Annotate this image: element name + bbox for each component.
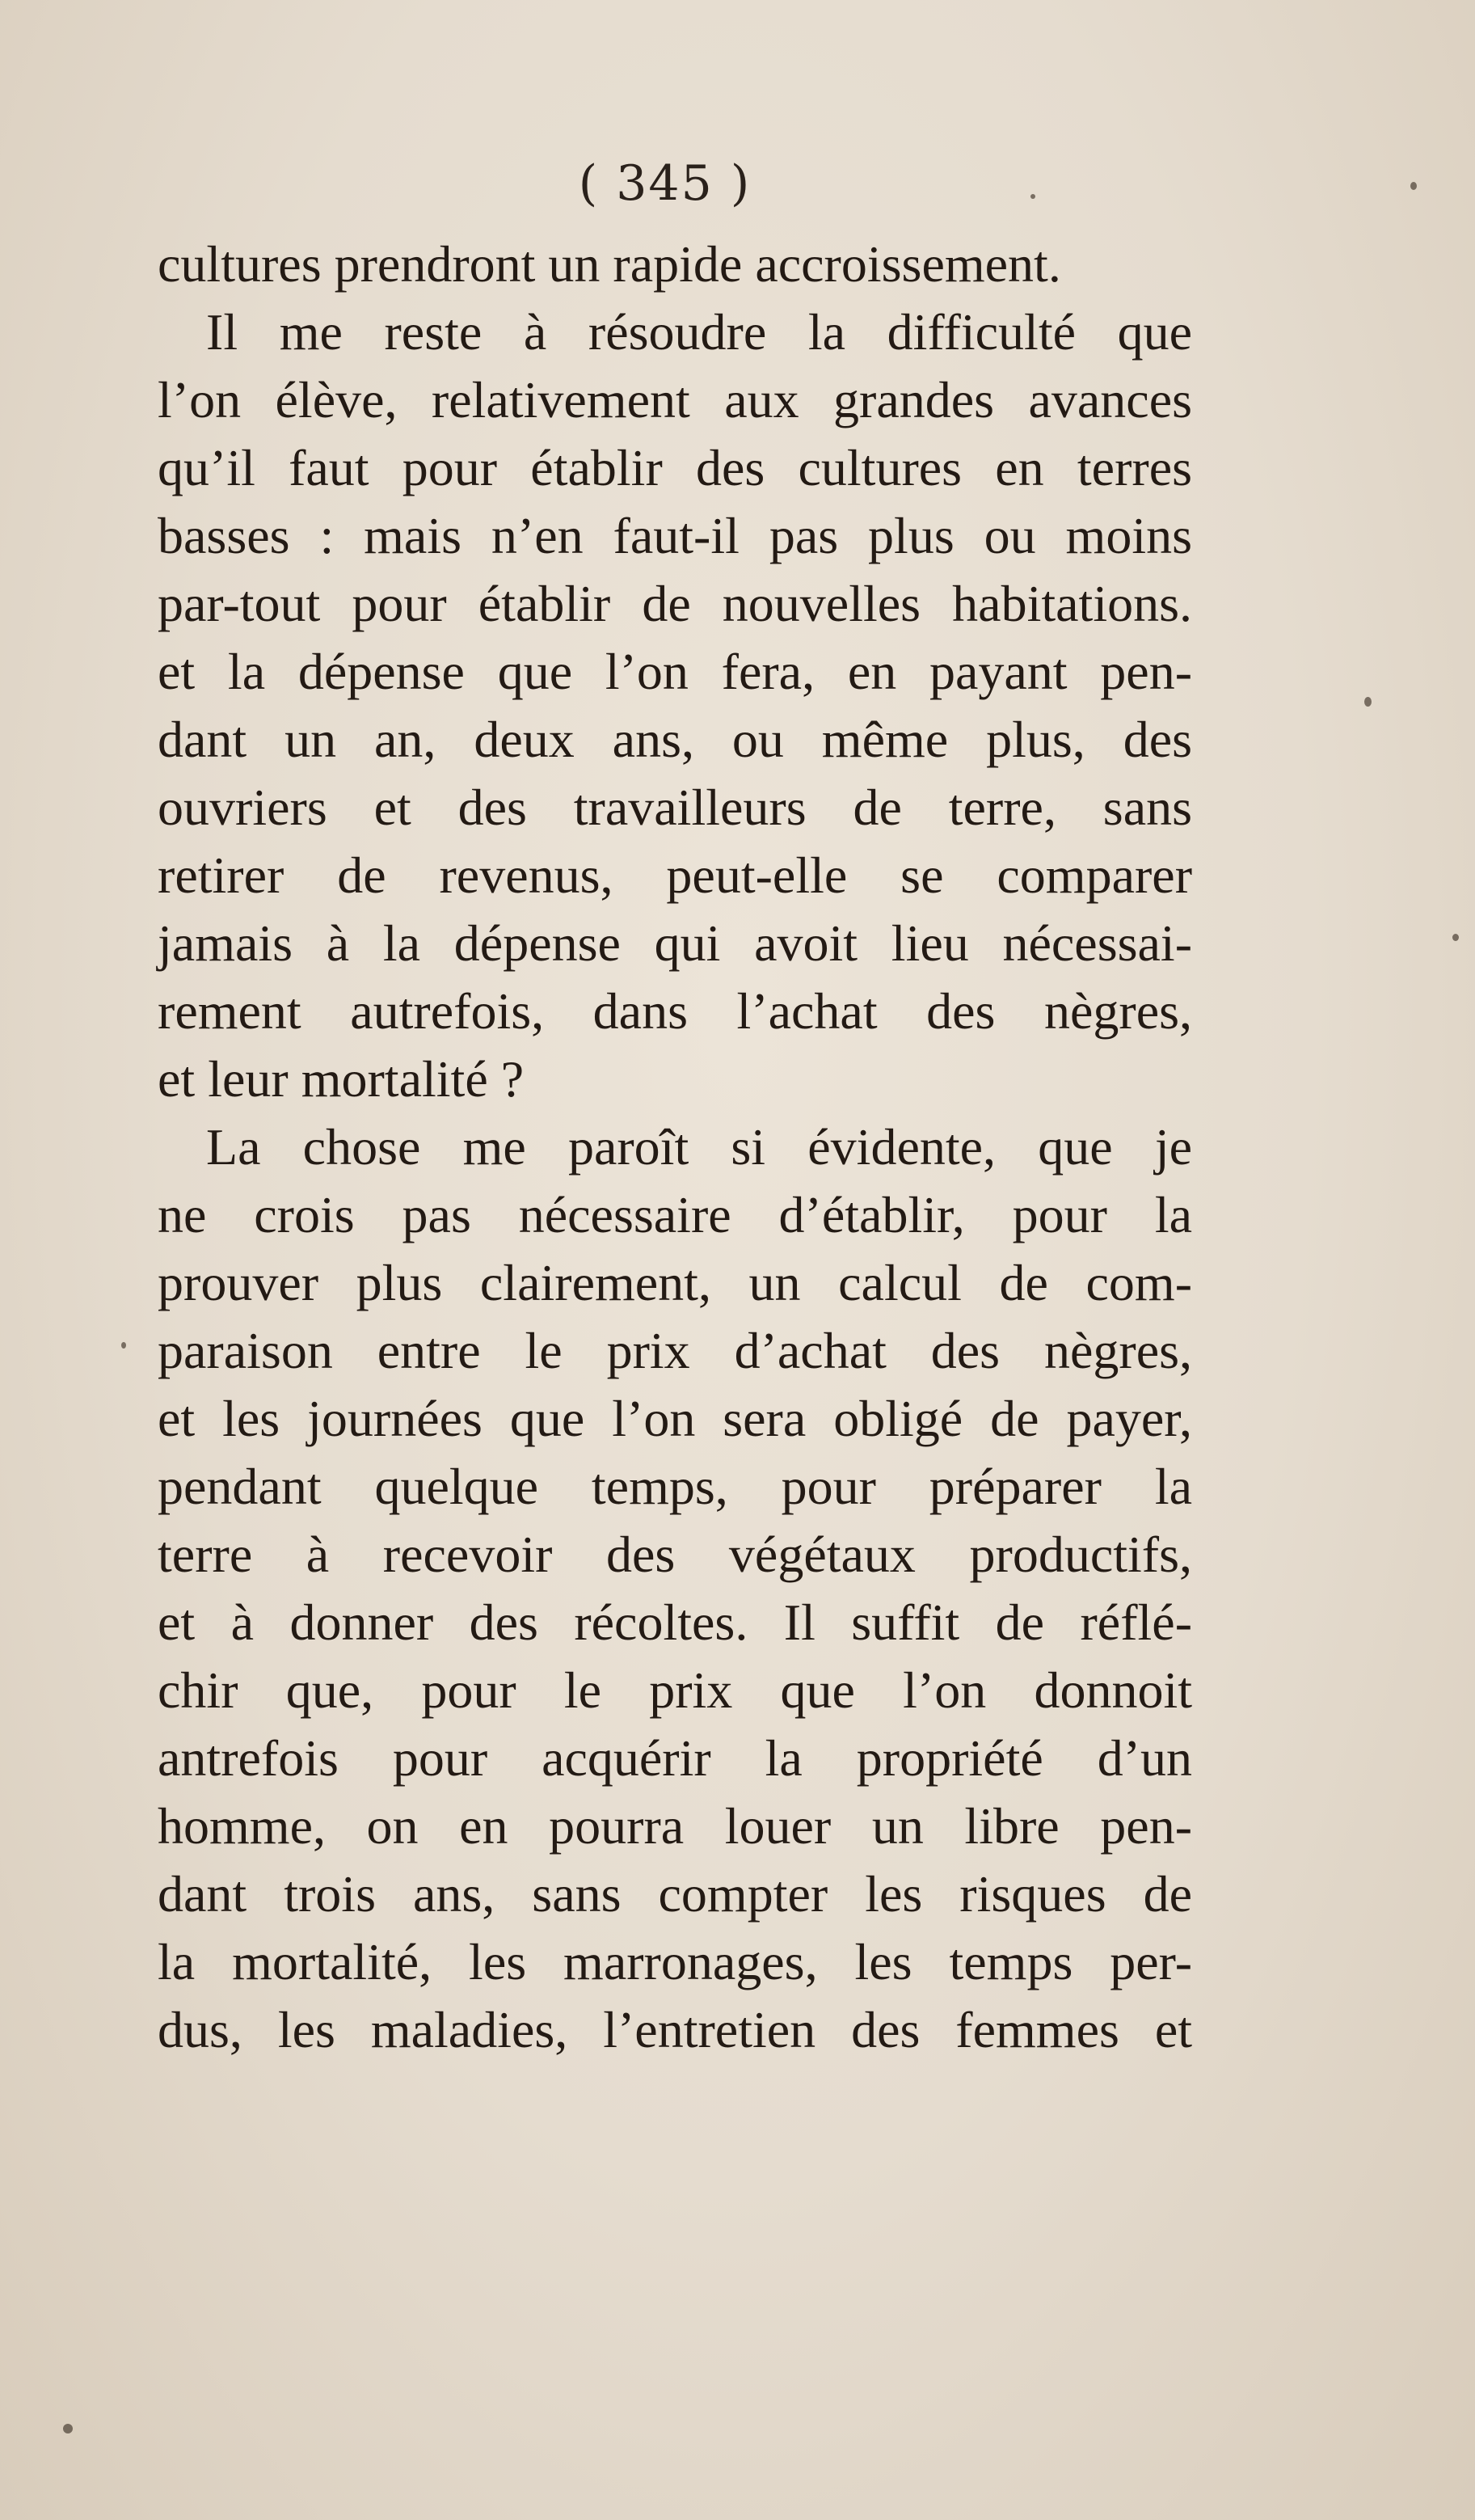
text-line: terre à recevoir des végétaux productifs,: [158, 1526, 1192, 1583]
text-line: dant trois ans, sans compter les risques de: [158, 1865, 1192, 1923]
text-line: et la dépense que l’on fera, en payant pen-: [158, 643, 1192, 700]
text-line: dant un an, deux ans, ou même plus, des: [158, 711, 1192, 768]
text-line: La chose me paroît si évidente, que je: [206, 1118, 1192, 1176]
paragraph: [158, 230, 1192, 298]
text-line: qu’il faut pour établir des cultures en terres: [158, 439, 1192, 496]
text-line: et les journées que l’on sera obligé de payer,: [158, 1390, 1192, 1447]
text-line: jamais à la dépense qui avoit lieu nécessai-: [158, 914, 1192, 972]
body-text: [158, 230, 1192, 2064]
paper-speck: [1410, 182, 1417, 190]
text-line: chir que, pour le prix que l’on donnoit: [158, 1661, 1192, 1719]
paper-speck: [1364, 697, 1372, 707]
paper-speck: [1030, 194, 1035, 199]
text-line: Il me reste à résoudre la difficulté que: [206, 303, 1192, 361]
text-line: ouvriers et des travailleurs de terre, sans: [158, 779, 1192, 836]
text-line: ne crois pas nécessaire d’établir, pour la: [158, 1186, 1192, 1243]
text-line: et leur mortalité ?: [158, 1050, 525, 1108]
text-line: homme, on en pourra louer un libre pen-: [158, 1797, 1192, 1855]
text-line: dus, les maladies, l’entretien des femmes et: [158, 2001, 1192, 2058]
text-line: prouver plus clairement, un calcul de com-: [158, 1254, 1192, 1311]
paragraph: [158, 1113, 1192, 2064]
paper-speck: [1452, 934, 1459, 941]
text-line: retirer de revenus, peut-elle se comparer: [158, 846, 1192, 904]
text-line: pendant quelque temps, pour préparer la: [158, 1458, 1192, 1515]
text-line: par-tout pour établir de nouvelles habitations.: [158, 575, 1192, 632]
text-line: et à donner des récoltes. Il suffit de réflé-: [158, 1593, 1192, 1651]
text-line: la mortalité, les marronages, les temps per-: [158, 1933, 1192, 1990]
text-line: l’on élève, relativement aux grandes avances: [158, 371, 1192, 428]
text-line: rement autrefois, dans l’achat des nègres,: [158, 982, 1192, 1040]
text-line: basses : mais n’en faut-il pas plus ou moins: [158, 507, 1192, 564]
text-line: antrefois pour acquérir la propriété d’un: [158, 1729, 1192, 1787]
text-line: cultures prendront un rapide accroissement.: [158, 235, 1061, 293]
page-number: ( 345 ): [578, 155, 752, 212]
paper-speck: [121, 1342, 126, 1349]
paragraph: [158, 298, 1192, 1113]
paper-speck: [63, 2424, 73, 2433]
text-line: paraison entre le prix d’achat des nègres,: [158, 1322, 1192, 1379]
